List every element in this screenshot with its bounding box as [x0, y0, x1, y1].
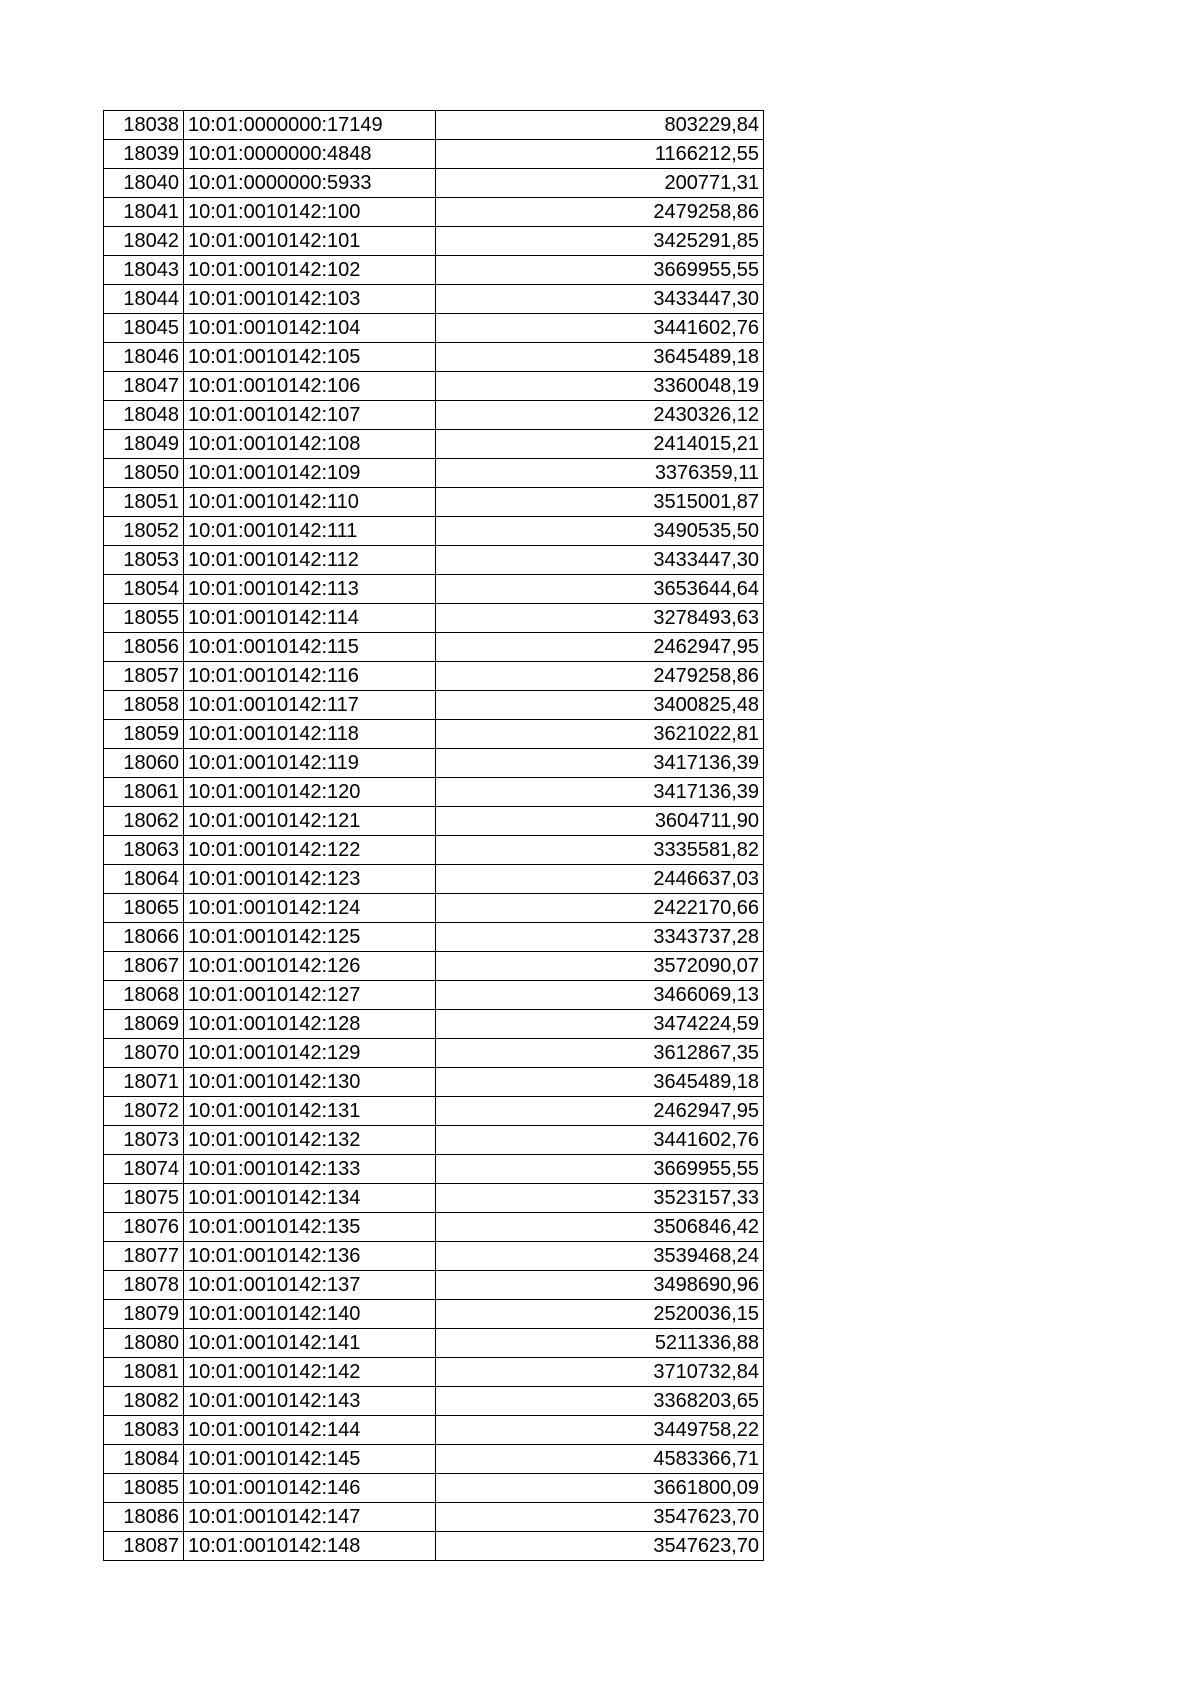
table-row — [104, 517, 764, 546]
table-row — [104, 778, 764, 807]
cadastral-number-cell: 10:01:0010142:148 — [184, 1532, 436, 1561]
table-row — [104, 720, 764, 749]
table-row — [104, 1010, 764, 1039]
table-row — [104, 1039, 764, 1068]
cadastral-number-cell: 10:01:0010142:147 — [184, 1503, 436, 1532]
cadastral-number-cell: 10:01:0010142:104 — [184, 314, 436, 343]
table-row — [104, 865, 764, 894]
table-row — [104, 1271, 764, 1300]
cadastral-number-cell: 10:01:0010142:140 — [184, 1300, 436, 1329]
value-cell: 3621022,81 — [436, 720, 764, 749]
row-number-cell: 18061 — [104, 778, 184, 807]
table-row — [104, 1387, 764, 1416]
value-cell: 3417136,39 — [436, 778, 764, 807]
cadastral-number-cell: 10:01:0010142:105 — [184, 343, 436, 372]
value-cell: 3710732,84 — [436, 1358, 764, 1387]
cadastral-number-cell: 10:01:0010142:108 — [184, 430, 436, 459]
value-cell: 3669955,55 — [436, 256, 764, 285]
row-number-cell: 18058 — [104, 691, 184, 720]
row-number-cell: 18080 — [104, 1329, 184, 1358]
cadastral-number-cell: 10:01:0010142:128 — [184, 1010, 436, 1039]
value-cell: 3278493,63 — [436, 604, 764, 633]
value-cell: 3539468,24 — [436, 1242, 764, 1271]
value-cell: 3376359,11 — [436, 459, 764, 488]
value-cell: 3335581,82 — [436, 836, 764, 865]
row-number-cell: 18059 — [104, 720, 184, 749]
cadastral-number-cell: 10:01:0010142:100 — [184, 198, 436, 227]
value-cell: 2462947,95 — [436, 1097, 764, 1126]
row-number-cell: 18050 — [104, 459, 184, 488]
row-number-cell: 18045 — [104, 314, 184, 343]
cadastral-number-cell: 10:01:0010142:142 — [184, 1358, 436, 1387]
value-cell: 2446637,03 — [436, 865, 764, 894]
value-cell: 3433447,30 — [436, 285, 764, 314]
table-row — [104, 691, 764, 720]
value-cell: 3343737,28 — [436, 923, 764, 952]
value-cell: 2520036,15 — [436, 1300, 764, 1329]
value-cell: 2462947,95 — [436, 633, 764, 662]
row-number-cell: 18047 — [104, 372, 184, 401]
cadastral-number-cell: 10:01:0010142:124 — [184, 894, 436, 923]
cadastral-number-cell: 10:01:0000000:17149 — [184, 111, 436, 140]
cadastral-number-cell: 10:01:0010142:144 — [184, 1416, 436, 1445]
table-row — [104, 1532, 764, 1561]
value-cell: 3604711,90 — [436, 807, 764, 836]
cadastral-number-cell: 10:01:0010142:107 — [184, 401, 436, 430]
row-number-cell: 18071 — [104, 1068, 184, 1097]
cadastral-number-cell: 10:01:0010142:118 — [184, 720, 436, 749]
row-number-cell: 18048 — [104, 401, 184, 430]
table-row — [104, 227, 764, 256]
row-number-cell: 18072 — [104, 1097, 184, 1126]
cadastral-number-cell: 10:01:0010142:120 — [184, 778, 436, 807]
row-number-cell: 18066 — [104, 923, 184, 952]
value-cell: 2422170,66 — [436, 894, 764, 923]
row-number-cell: 18062 — [104, 807, 184, 836]
table-row — [104, 488, 764, 517]
cadastral-number-cell: 10:01:0010142:127 — [184, 981, 436, 1010]
table-row — [104, 401, 764, 430]
table-row — [104, 1474, 764, 1503]
cadastral-number-cell: 10:01:0010142:132 — [184, 1126, 436, 1155]
value-cell: 3425291,85 — [436, 227, 764, 256]
value-cell: 3661800,09 — [436, 1474, 764, 1503]
cadastral-number-cell: 10:01:0010142:126 — [184, 952, 436, 981]
table-row — [104, 343, 764, 372]
table-row — [104, 140, 764, 169]
cadastral-number-cell: 10:01:0010142:116 — [184, 662, 436, 691]
table-row — [104, 314, 764, 343]
row-number-cell: 18075 — [104, 1184, 184, 1213]
table-row — [104, 546, 764, 575]
value-cell: 3572090,07 — [436, 952, 764, 981]
row-number-cell: 18067 — [104, 952, 184, 981]
row-number-cell: 18054 — [104, 575, 184, 604]
cadastral-number-cell: 10:01:0010142:117 — [184, 691, 436, 720]
table-row — [104, 894, 764, 923]
cadastral-number-cell: 10:01:0000000:4848 — [184, 140, 436, 169]
value-cell: 3669955,55 — [436, 1155, 764, 1184]
value-cell: 3449758,22 — [436, 1416, 764, 1445]
cadastral-number-cell: 10:01:0010142:109 — [184, 459, 436, 488]
row-number-cell: 18082 — [104, 1387, 184, 1416]
row-number-cell: 18078 — [104, 1271, 184, 1300]
table-row — [104, 923, 764, 952]
cadastral-number-cell: 10:01:0010142:102 — [184, 256, 436, 285]
table-row — [104, 169, 764, 198]
row-number-cell: 18038 — [104, 111, 184, 140]
row-number-cell: 18086 — [104, 1503, 184, 1532]
cadastral-number-cell: 10:01:0010142:125 — [184, 923, 436, 952]
value-cell: 2479258,86 — [436, 198, 764, 227]
value-cell: 3433447,30 — [436, 546, 764, 575]
row-number-cell: 18060 — [104, 749, 184, 778]
cadastral-number-cell: 10:01:0010142:103 — [184, 285, 436, 314]
value-cell: 3645489,18 — [436, 343, 764, 372]
table-row — [104, 952, 764, 981]
table-row — [104, 372, 764, 401]
value-cell: 4583366,71 — [436, 1445, 764, 1474]
row-number-cell: 18070 — [104, 1039, 184, 1068]
value-cell: 3400825,48 — [436, 691, 764, 720]
row-number-cell: 18079 — [104, 1300, 184, 1329]
value-cell: 3474224,59 — [436, 1010, 764, 1039]
row-number-cell: 18073 — [104, 1126, 184, 1155]
row-number-cell: 18042 — [104, 227, 184, 256]
value-cell: 5211336,88 — [436, 1329, 764, 1358]
cadastral-number-cell: 10:01:0010142:141 — [184, 1329, 436, 1358]
row-number-cell: 18055 — [104, 604, 184, 633]
row-number-cell: 18074 — [104, 1155, 184, 1184]
cadastral-number-cell: 10:01:0010142:129 — [184, 1039, 436, 1068]
table-row — [104, 1445, 764, 1474]
table-row — [104, 1358, 764, 1387]
row-number-cell: 18085 — [104, 1474, 184, 1503]
cadastral-number-cell: 10:01:0010142:110 — [184, 488, 436, 517]
value-cell: 3360048,19 — [436, 372, 764, 401]
cadastral-number-cell: 10:01:0010142:106 — [184, 372, 436, 401]
table-row — [104, 1097, 764, 1126]
row-number-cell: 18044 — [104, 285, 184, 314]
cadastral-number-cell: 10:01:0010142:114 — [184, 604, 436, 633]
table-row — [104, 256, 764, 285]
table-row — [104, 1503, 764, 1532]
cadastral-number-cell: 10:01:0010142:115 — [184, 633, 436, 662]
row-number-cell: 18068 — [104, 981, 184, 1010]
table-row — [104, 575, 764, 604]
value-cell: 3441602,76 — [436, 314, 764, 343]
value-cell: 803229,84 — [436, 111, 764, 140]
table-row — [104, 836, 764, 865]
value-cell: 3523157,33 — [436, 1184, 764, 1213]
row-number-cell: 18040 — [104, 169, 184, 198]
row-number-cell: 18084 — [104, 1445, 184, 1474]
cadastral-number-cell: 10:01:0010142:123 — [184, 865, 436, 894]
row-number-cell: 18039 — [104, 140, 184, 169]
row-number-cell: 18049 — [104, 430, 184, 459]
row-number-cell: 18087 — [104, 1532, 184, 1561]
cadastral-number-cell: 10:01:0010142:119 — [184, 749, 436, 778]
cadastral-number-cell: 10:01:0010142:137 — [184, 1271, 436, 1300]
value-cell: 3498690,96 — [436, 1271, 764, 1300]
value-cell: 3515001,87 — [436, 488, 764, 517]
value-cell: 3441602,76 — [436, 1126, 764, 1155]
cadastral-number-cell: 10:01:0010142:112 — [184, 546, 436, 575]
cadastral-number-cell: 10:01:0010142:131 — [184, 1097, 436, 1126]
row-number-cell: 18041 — [104, 198, 184, 227]
row-number-cell: 18046 — [104, 343, 184, 372]
value-cell: 3547623,70 — [436, 1532, 764, 1561]
value-cell: 3417136,39 — [436, 749, 764, 778]
table-row — [104, 459, 764, 488]
row-number-cell: 18081 — [104, 1358, 184, 1387]
value-cell: 3645489,18 — [436, 1068, 764, 1097]
table-row — [104, 1242, 764, 1271]
table-row — [104, 1329, 764, 1358]
table-row — [104, 662, 764, 691]
value-cell: 2430326,12 — [436, 401, 764, 430]
table-row — [104, 1184, 764, 1213]
row-number-cell: 18069 — [104, 1010, 184, 1039]
cadastral-number-cell: 10:01:0010142:101 — [184, 227, 436, 256]
cadastral-number-cell: 10:01:0010142:134 — [184, 1184, 436, 1213]
cadastral-number-cell: 10:01:0010142:136 — [184, 1242, 436, 1271]
table-row — [104, 633, 764, 662]
row-number-cell: 18052 — [104, 517, 184, 546]
table-row — [104, 1416, 764, 1445]
table-row — [104, 430, 764, 459]
value-cell: 3506846,42 — [436, 1213, 764, 1242]
table-row — [104, 604, 764, 633]
table-row — [104, 1155, 764, 1184]
value-cell: 200771,31 — [436, 169, 764, 198]
row-number-cell: 18065 — [104, 894, 184, 923]
cadastral-number-cell: 10:01:0010142:133 — [184, 1155, 436, 1184]
table-row — [104, 1300, 764, 1329]
value-cell: 1166212,55 — [436, 140, 764, 169]
cadastral-number-cell: 10:01:0010142:130 — [184, 1068, 436, 1097]
row-number-cell: 18056 — [104, 633, 184, 662]
row-number-cell: 18051 — [104, 488, 184, 517]
cadastral-number-cell: 10:01:0010142:145 — [184, 1445, 436, 1474]
table-row — [104, 1068, 764, 1097]
value-cell: 2414015,21 — [436, 430, 764, 459]
table-row — [104, 285, 764, 314]
table-row — [104, 749, 764, 778]
table-row — [104, 1213, 764, 1242]
cadastral-number-cell: 10:01:0010142:121 — [184, 807, 436, 836]
row-number-cell: 18057 — [104, 662, 184, 691]
table-body — [104, 111, 764, 1561]
table-row — [104, 1126, 764, 1155]
table-row — [104, 807, 764, 836]
row-number-cell: 18083 — [104, 1416, 184, 1445]
value-cell: 3547623,70 — [436, 1503, 764, 1532]
cadastral-number-cell: 10:01:0010142:122 — [184, 836, 436, 865]
value-cell: 3466069,13 — [436, 981, 764, 1010]
cadastral-number-cell: 10:01:0010142:143 — [184, 1387, 436, 1416]
value-cell: 3612867,35 — [436, 1039, 764, 1068]
value-cell: 2479258,86 — [436, 662, 764, 691]
row-number-cell: 18064 — [104, 865, 184, 894]
data-table — [103, 110, 764, 1561]
cadastral-number-cell: 10:01:0010142:146 — [184, 1474, 436, 1503]
cadastral-number-cell: 10:01:0010142:113 — [184, 575, 436, 604]
row-number-cell: 18063 — [104, 836, 184, 865]
row-number-cell: 18053 — [104, 546, 184, 575]
table-row — [104, 981, 764, 1010]
cadastral-number-cell: 10:01:0000000:5933 — [184, 169, 436, 198]
row-number-cell: 18043 — [104, 256, 184, 285]
cadastral-number-cell: 10:01:0010142:111 — [184, 517, 436, 546]
cadastral-number-cell: 10:01:0010142:135 — [184, 1213, 436, 1242]
table-row — [104, 198, 764, 227]
value-cell: 3368203,65 — [436, 1387, 764, 1416]
row-number-cell: 18077 — [104, 1242, 184, 1271]
value-cell: 3490535,50 — [436, 517, 764, 546]
value-cell: 3653644,64 — [436, 575, 764, 604]
row-number-cell: 18076 — [104, 1213, 184, 1242]
table-row — [104, 111, 764, 140]
